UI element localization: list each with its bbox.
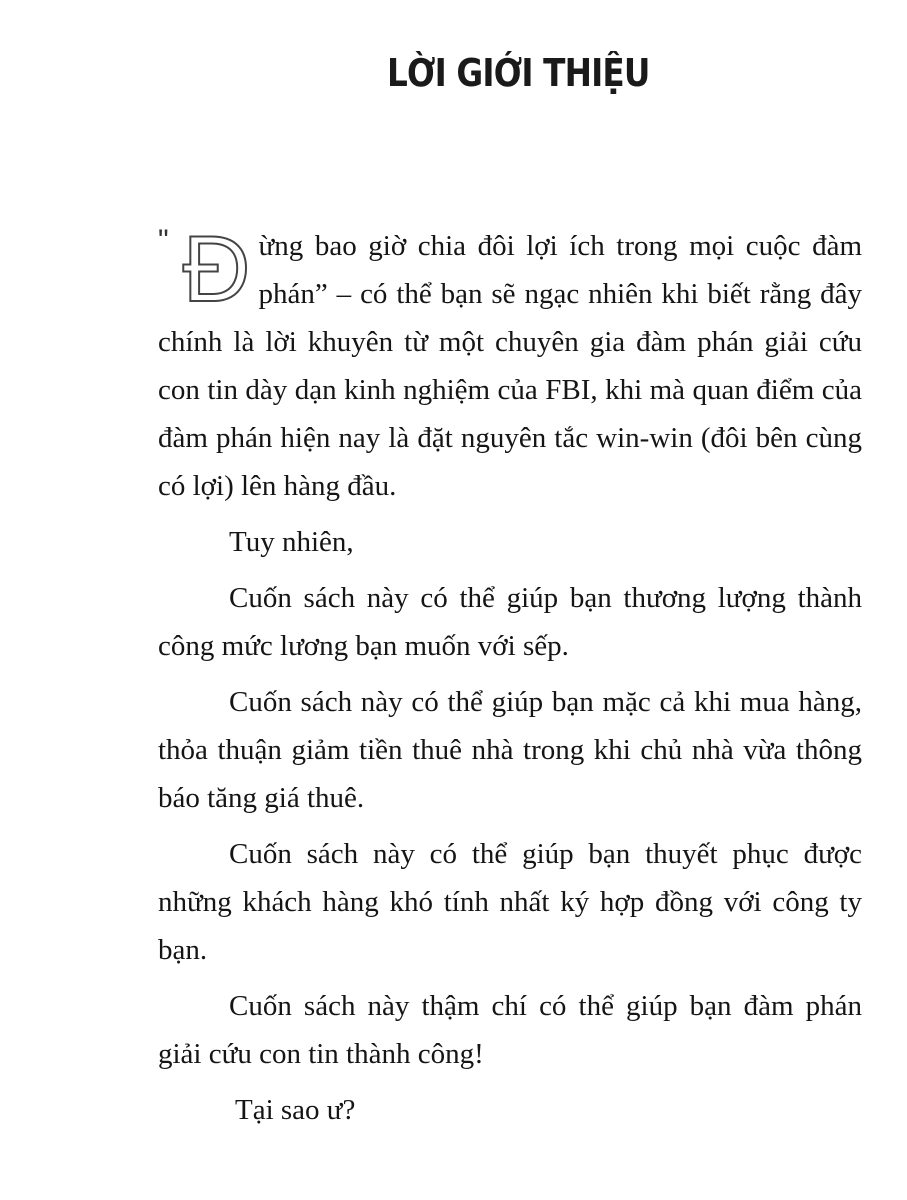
paragraph-however: Tuy nhiên, [229, 526, 354, 558]
closing-question: Tại sao ư? [235, 1094, 356, 1126]
opening-quote-mark: " [158, 224, 169, 257]
intro-paragraph [158, 216, 862, 510]
intro-text-body [158, 216, 862, 1134]
paragraph-bargain: Cuốn sách này có thể giúp bạn mặc cả khi mua hàng, thỏa thuận giảm tiền thuê nhà trong khi chủ nhà vừa thông báo tăng giá thuê. [158, 686, 862, 814]
paragraph-hostage: Cuốn sách này thậm chí có thể giúp bạn đàm phán giải cứu con tin thành công! [158, 990, 862, 1070]
intro-paragraph-text: ừng bao giờ chia đôi lợi ích trong mọi cuộc đàm phán” – có thể bạn sẽ ngạc nhiên khi biết rằng đây chính là lời khuyên từ một chuyên gia đàm phán giải cứu con tin dày dạn kinh nghiệm của FBI, khi mà quan điểm của đàm phán hiện nay là đặt nguyên tắc win-win (đôi bên cùng có lợi) lên hàng đầu. [158, 230, 862, 502]
dropcap-letter: Đ [182, 216, 251, 321]
paragraph-clients: Cuốn sách này có thể giúp bạn thuyết phục được những khách hàng khó tính nhất ký hợp đồng với công ty bạn. [158, 838, 862, 966]
opening-quote-wrap [158, 222, 183, 308]
page-title: LỜI GIỚI THIỆU [386, 51, 650, 96]
paragraph-salary: Cuốn sách này có thể giúp bạn thương lượng thành công mức lương bạn muốn với sếp. [158, 582, 862, 662]
